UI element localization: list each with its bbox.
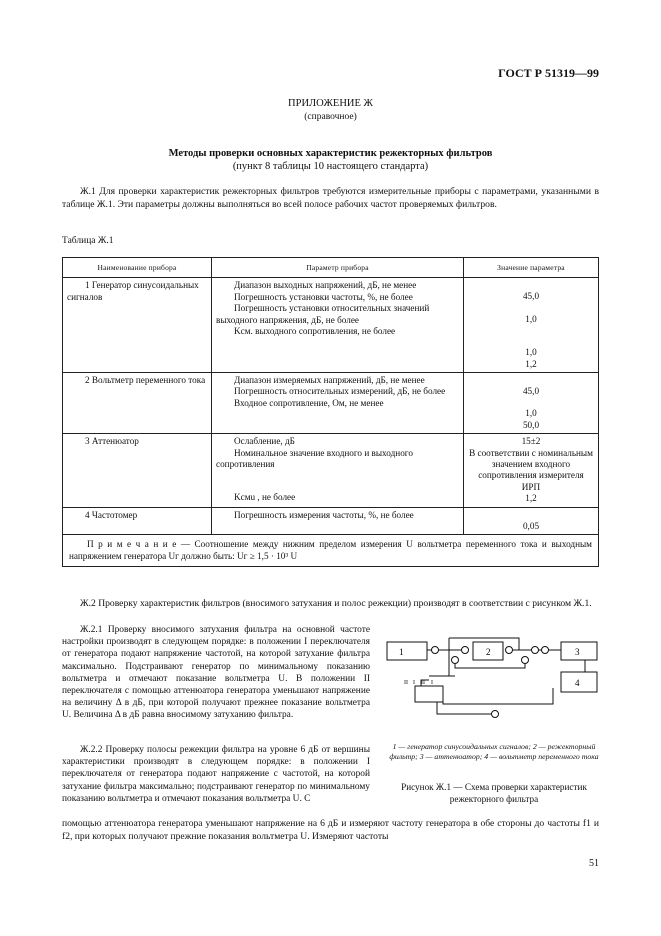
value-line: 1,0 — [525, 408, 537, 419]
switch-label: II — [421, 680, 425, 686]
col-header-device: Наименование прибора — [63, 258, 212, 278]
paragraph-continuation: помощью аттенюатора генератора уменьшают напряжение на 6 дБ и измеряют частоту генератора в обе стороны до частоты f1 и f2, при которых получают прежние показания вольтметра U. Измеряют частоты — [62, 818, 599, 842]
table-row — [63, 434, 599, 507]
page-number: 51 — [589, 858, 599, 869]
value-cell — [464, 278, 599, 373]
switch-block — [415, 686, 443, 702]
wire — [437, 690, 495, 714]
block-label: 1 — [399, 647, 404, 657]
device-cell: 1 Генератор синусоидальных сигналов — [63, 278, 212, 373]
device-cell: 3 Аттенюатор — [63, 434, 212, 507]
param-line: Диапазон выходных напряжений, дБ, не менее — [234, 280, 417, 291]
wire — [455, 660, 525, 668]
paragraph-zh2: Ж.2 Проверку характеристик фильтров (вносимого затухания и полос режекции) производят в соответствии с рисунком Ж.1. — [80, 598, 592, 609]
value-cell — [464, 373, 599, 434]
block-label: 4 — [575, 678, 580, 688]
connector — [432, 647, 439, 654]
param-line: Погрешность установки частоты, %, не более — [234, 291, 413, 302]
connector — [542, 647, 549, 654]
generator-block — [387, 642, 427, 660]
switch-label: II — [404, 680, 408, 686]
param-line: Диапазон измеряемых напряжений, дБ, не менее — [234, 375, 425, 386]
table-row — [63, 507, 599, 534]
intro-paragraph: Ж.1 Для проверки характеристик режекторных фильтров требуются измерительные приборы с параметрами, указанными в таблице Ж.1. Эти параметры должны выполняться во всей полосе рабочих частот проверяемых фильтров. — [62, 186, 599, 210]
connector — [452, 657, 459, 664]
param-line: Номинальное значение входного и выходного сопротивления — [216, 447, 413, 470]
value-line: В соответствии с номинальным значением входного сопротивления измерителя ИРП — [469, 447, 593, 492]
table-row — [63, 278, 599, 373]
col-header-value: Значение параметра — [464, 258, 599, 278]
table-note: П р и м е ч а н и е — Соотношение между нижним пределом измерения U вольтметра переменного тока и выходным напряжением генератора Uг должно быть: Uг ≥ 1,5 · 10³ U — [63, 535, 599, 567]
figure-caption: Рисунок Ж.1 — Схема проверки характеристик режекторного фильтра — [401, 782, 587, 804]
device-cell: 2 Вольтметр переменного тока — [63, 373, 212, 434]
param-cell — [212, 434, 464, 507]
figure-legend: 1 — генератор синусоидальных сигналов; 2 — режекторный фильтр; 3 — аттенюатор; 4 — вольтметр переменного тока — [389, 742, 599, 761]
table-header-row — [63, 258, 599, 278]
wire — [443, 688, 553, 704]
param-line: Kсм. выходного сопротивления, не более — [234, 326, 396, 337]
connector — [492, 711, 499, 718]
table-row — [63, 373, 599, 434]
document-id: ГОСТ Р 51319—99 — [498, 66, 599, 80]
device-cell: 4 Частотомер — [63, 507, 212, 534]
param-cell — [212, 278, 464, 373]
value-line: 45,0 — [522, 386, 540, 397]
value-line: 15±2 — [521, 436, 541, 447]
switch-label: I — [413, 680, 415, 686]
block-label: 2 — [486, 647, 491, 657]
param-line: Погрешность относительных измерений, дБ, не более — [234, 386, 446, 397]
appendix-subtitle: (справочное) — [304, 112, 357, 122]
param-line: Погрешность измерения частоты, %, не более — [234, 509, 414, 520]
parameters-table — [62, 257, 599, 567]
param-cell — [212, 507, 464, 534]
connector — [506, 647, 513, 654]
table-note-row — [63, 535, 599, 567]
section-subtitle: (пункт 8 таблицы 10 настоящего стандарта) — [232, 161, 429, 172]
param-line: Погрешность установки относительных значений выходного напряжения, дБ, не более — [216, 303, 430, 325]
value-line: 0,05 — [522, 520, 540, 531]
table-caption: Таблица Ж.1 — [62, 236, 114, 246]
value-line: 1,0 — [525, 347, 537, 358]
paragraph-zh21: Ж.2.1 Проверку вносимого затухания фильтра на основной частоте настройки производят в следующем порядке: в положении I переключателя от генератора подают напряжение частотой, на которой затухание фильтра максимально. Подстраивают генератор по минимальному показанию вольтметра и отмечают показание вольтметра U. В положении II переключателя с помощью аттенюатора генератора уменьшают напряжение на величину Δ в дБ, при которой получают прежнее показание вольтметра U. Величина Δ в дБ равна вносимому затуханию фильтра. — [62, 625, 370, 721]
col-header-param: Параметр прибора — [212, 258, 464, 278]
section-title: Методы проверки основных характеристик режекторных фильтров — [168, 148, 493, 159]
connector — [532, 647, 539, 654]
param-line: Входное сопротивление, Ом, не менее — [234, 397, 384, 408]
value-line: 1,2 — [525, 493, 537, 504]
value-line: 50,0 — [522, 419, 540, 430]
value-cell — [464, 507, 599, 534]
appendix-title: ПРИЛОЖЕНИЕ Ж — [288, 98, 373, 109]
param-line: Kсмu , не более — [234, 492, 296, 503]
block-label: 3 — [575, 647, 580, 657]
switch-label: I — [431, 680, 433, 686]
schematic-diagram — [385, 628, 603, 730]
paragraph-zh22: Ж.2.2 Проверку полосы режекции фильтра на уровне 6 дБ от вершины характеристики производят в следующем порядке: в положении I переключателя от генератора подают напряжение с частотой, на которой затухание фильтра максимально; подстраивают генератор по минимальному показанию вольтметра и отмечают показания вольтметра U. С — [62, 745, 370, 804]
value-line: 1,0 — [525, 313, 537, 324]
value-cell — [464, 434, 599, 507]
param-cell — [212, 373, 464, 434]
value-line: 45,0 — [522, 291, 540, 302]
value-line: 1,2 — [525, 358, 537, 369]
connector — [522, 657, 529, 664]
param-line: Ослабление, дБ — [234, 436, 295, 447]
connector — [462, 647, 469, 654]
